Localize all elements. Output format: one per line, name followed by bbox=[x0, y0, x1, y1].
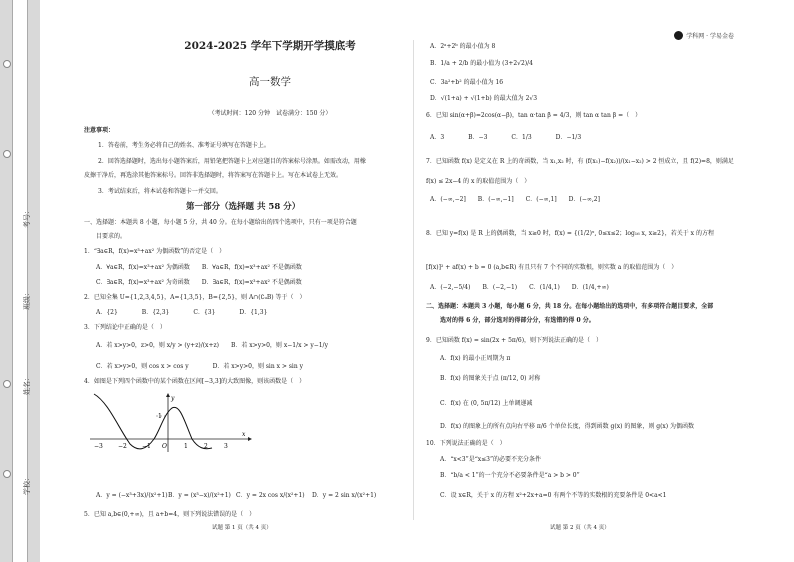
part2-intro: 二、选择题：本题共 3 小题，每小题 6 分，共 18 分。在每小题给出的选项中，有多项符合题目要求，全部 bbox=[426, 303, 714, 310]
question-option: A．“x<3”是“x≤3”的必要不充分条件 bbox=[440, 456, 542, 463]
question-text: 5．已知 a,b∈(0,+∞)，且 a+b=4，则下列说法错误的是（ ） bbox=[84, 511, 256, 518]
question-option: D．y = 2 sin x/(x²+1) bbox=[312, 492, 377, 499]
part2-intro: 选对的得 6 分，部分选对的得部分分，有选错的得 0 分。 bbox=[440, 317, 595, 324]
field-name: 姓名： bbox=[23, 374, 31, 395]
part1-intro: 一、选择题：本题共 8 小题，每小题 5 分，共 40 分。在每小题给出的四个选项中，只有一项是符合题 bbox=[84, 219, 357, 226]
question-option: A．(−∞,−2] B．(−∞,−1] C．(−∞,1] D．(−∞,2] bbox=[430, 196, 600, 203]
logo-text: 学科网 · 学易金卷 bbox=[686, 33, 734, 40]
question-option: A．{2} B．{2,3} C．{3} D．{1,3} bbox=[96, 309, 268, 316]
binding-hole bbox=[3, 150, 11, 158]
y-axis-arrow bbox=[166, 393, 170, 397]
question-option: C．y = 2x cos x/(x²+1) bbox=[236, 492, 305, 499]
note-item: 皮擦干净后，再选涂其他答案标号。回答非选择题时，将答案写在答题卡上。写在本试卷上无效。 bbox=[84, 172, 343, 179]
origin-label: O bbox=[162, 443, 167, 450]
binding-hole bbox=[3, 60, 11, 68]
field-school: 学校： bbox=[23, 474, 31, 495]
field-class: 班级： bbox=[23, 289, 31, 310]
question-option: C．3a²+b² 的最小值为 16 bbox=[430, 79, 504, 86]
part1-intro: 目要求的。 bbox=[96, 233, 127, 240]
question-option: A．3 B．−3 C．1/3 D．−1/3 bbox=[430, 134, 582, 141]
x-tick-label: −2 bbox=[118, 443, 127, 450]
question-text: 4．如图是下列四个函数中的某个函数在区间[−3,3]的大致图像，则该函数是（ ） bbox=[84, 378, 306, 385]
question-option: B．f(x) 的图象关于点 (π/12, 0) 对称 bbox=[440, 375, 541, 382]
question-option: A．若 x>y>0，z>0，则 x/y > (y+z)/(x+z) B．若 x>y>0，则 x−1/x > y−1/y bbox=[96, 342, 328, 349]
question-text: 7．已知函数 f(x) 是定义在 R 上的奇函数，当 x₁,x₂ 时，有 (f(x₁)−f(x₂))/(x₁−x₂) > 2 恒成立，且 f(2)=8，则满足 bbox=[426, 158, 734, 165]
y-tick-label: 1 bbox=[158, 413, 162, 420]
exam-info: （考试时间：120 分钟 试卷满分：150 分） bbox=[208, 110, 332, 117]
y-axis-label: y bbox=[171, 395, 175, 402]
x-tick-label: 3 bbox=[224, 443, 228, 450]
part1-heading: 第一部分（选择题 共 58 分） bbox=[186, 202, 301, 212]
question-text: [f(x)]² + af(x) + b = 0 (a,b∈R) 有且只有 7 个不同的实数根，则实数 a 的取值范围为（ ） bbox=[426, 264, 678, 271]
question-text: 3．下列结论中正确的是（ ） bbox=[84, 324, 166, 331]
notes-title: 注意事项： bbox=[84, 127, 115, 134]
binding-hole bbox=[3, 380, 11, 388]
question-option: B．y = (x³−x)/(x²+1) bbox=[168, 492, 231, 499]
question-option: A．f(x) 的最小正周期为 π bbox=[440, 355, 511, 362]
function-graph bbox=[88, 392, 258, 454]
question-text: 8．已知 y=f(x) 是 R 上的偶函数，当 x≥0 时，f(x) = {(1/2)ˣ, 0≤x≤2；log₁₆ x, x≥2}，若关于 x 的方程 bbox=[426, 230, 714, 237]
x-tick-label: 2 bbox=[204, 443, 208, 450]
page-divider bbox=[413, 40, 414, 520]
function-curve bbox=[94, 394, 212, 449]
x-tick-label: −1 bbox=[142, 443, 151, 450]
question-option: A．∀a∈R，f(x)=x³+ax² 为偶函数 B．∀a∈R，f(x)=x³+ax² 不是偶函数 bbox=[96, 264, 302, 271]
question-text: 9．已知函数 f(x) = sin(2x + 5π/6)，则下列说法正确的是（ ） bbox=[426, 337, 603, 344]
question-option: A．y = (−x³+3x)/(x²+1) bbox=[96, 492, 168, 499]
publisher-logo bbox=[674, 31, 734, 40]
exam-subject: 高一数学 bbox=[249, 76, 291, 88]
note-item: 1．答卷前，考生务必将自己的姓名、准考证号填写在答题卡上。 bbox=[98, 142, 270, 149]
x-tick-label: 1 bbox=[184, 443, 188, 450]
note-item: 2．回答选择题时，选出每小题答案后，用铅笔把答题卡上对应题目的答案标号涂黑。如需改动，用橡 bbox=[98, 158, 366, 165]
question-option: B．“b/a < 1”的一个充分不必要条件是“a > b > 0” bbox=[440, 472, 580, 479]
question-text: f(x) ≤ 2x−4 的 x 的取值范围为（ ） bbox=[426, 178, 531, 185]
field-exam-number: 考号： bbox=[23, 207, 31, 228]
x-axis-label: x bbox=[242, 431, 246, 438]
note-item: 3．考试结束后，将本试卷和答题卡一并交回。 bbox=[98, 188, 222, 195]
question-option: D．f(x) 的图象上的所有点向右平移 π/6 个单位长度，得到函数 g(x) 的图象，则 g(x) 为偶函数 bbox=[440, 423, 695, 430]
question-option: B．1/a + 2/b 的最小值为 (3+2√2)/4 bbox=[430, 60, 533, 67]
binding-hole bbox=[3, 470, 11, 478]
page-footer-right: 试题 第 2 页（共 4 页） bbox=[550, 525, 610, 531]
question-option: C．若 x>y>0，则 cos x > cos y D．若 x>y>0，则 sin x > sin y bbox=[96, 363, 304, 370]
binding-strip bbox=[0, 0, 40, 562]
question-option: C．f(x) 在 (0, 5π/12) 上单调递减 bbox=[440, 400, 533, 407]
exam-title: 2024-2025 学年下学期开学摸底考 bbox=[184, 40, 356, 52]
question-text: 1．“∃a∈R，f(x)=x³+ax² 为偶函数”的否定是（ ） bbox=[84, 248, 226, 255]
question-text: 6．已知 sin(α+β)=2cos(α−β)，tan α·tan β = 4/3，则 tan α tan β =（ ） bbox=[426, 112, 642, 119]
question-option: A．2ᵃ+2ᵇ 的最小值为 8 bbox=[430, 43, 496, 50]
x-axis-arrow bbox=[248, 437, 252, 441]
question-option: C．∃a∈R，f(x)=x³+ax² 为奇函数 D．∃a∈R，f(x)=x³+ax² 不是偶函数 bbox=[96, 279, 302, 286]
question-option: A．(−2,−5/4) B．(−2,−1) C．(1/4,1) D．(1/4,+∞) bbox=[430, 284, 609, 291]
question-text: 10．下列说法正确的是（ ） bbox=[426, 440, 506, 447]
question-text: 2．已知全集 U={1,2,3,4,5}，A={1,3,5}，B={2,5}，则 A∩(∁ᵤB) 等于（ ） bbox=[84, 294, 306, 301]
question-option: C．设 x∈R，关于 x 的方程 x²+2x+a=0 有两个不等的实数根的充要条件是 0<a<1 bbox=[440, 492, 667, 499]
logo-icon bbox=[674, 31, 683, 40]
question-option: D．√(1+a) + √(1+b) 的最大值为 2√3 bbox=[430, 95, 538, 102]
x-tick-label: −3 bbox=[94, 443, 103, 450]
page-footer-left: 试题 第 1 页（共 4 页） bbox=[212, 525, 272, 531]
